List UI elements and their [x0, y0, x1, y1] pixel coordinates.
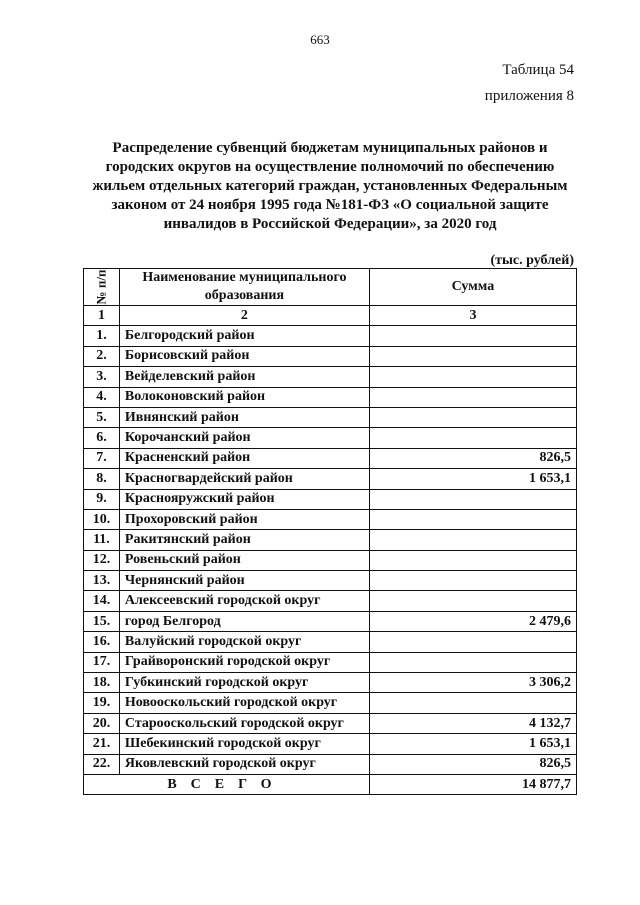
row-name: Яковлевский городской округ [119, 754, 369, 774]
table-row [84, 611, 577, 631]
table-row [84, 326, 577, 346]
row-name: Корочанский район [119, 428, 369, 448]
row-number: 4. [84, 387, 120, 407]
row-sum [369, 550, 576, 570]
page-number: 663 [310, 32, 330, 47]
title-line: городских округов на осуществление полномочий по обеспечению [105, 159, 555, 175]
table-row [84, 632, 577, 652]
row-sum: 826,5 [369, 448, 576, 468]
row-name: Волоконовский район [119, 387, 369, 407]
row-sum: 826,5 [369, 754, 576, 774]
row-sum: 1 653,1 [369, 469, 576, 489]
column-index: 2 [119, 306, 369, 326]
row-name: Борисовский район [119, 346, 369, 366]
row-sum: 1 653,1 [369, 734, 576, 754]
total-value: 14 877,7 [369, 774, 576, 794]
row-name: Шебекинский городской округ [119, 734, 369, 754]
column-header-name: Наименование муниципального образования [119, 269, 369, 306]
row-sum [369, 326, 576, 346]
row-sum [369, 652, 576, 672]
row-name: Чернянский район [119, 571, 369, 591]
table-row [84, 734, 577, 754]
row-number: 10. [84, 509, 120, 529]
table-row [84, 754, 577, 774]
table-row [84, 673, 577, 693]
row-number: 8. [84, 469, 120, 489]
title-line: жильем отдельных категорий граждан, установленных Федеральным [92, 178, 568, 194]
appendix-label: приложения 8 [484, 88, 574, 104]
row-sum [369, 346, 576, 366]
row-sum: 2 479,6 [369, 611, 576, 631]
row-name: Грайворонский городской округ [119, 652, 369, 672]
table-row [84, 346, 577, 366]
table-row [84, 407, 577, 427]
row-number: 22. [84, 754, 120, 774]
row-number: 11. [84, 530, 120, 550]
row-number: 21. [84, 734, 120, 754]
row-name: Ракитянский район [119, 530, 369, 550]
table-header-row [84, 269, 577, 306]
row-number: 13. [84, 571, 120, 591]
row-sum [369, 693, 576, 713]
row-name: Губкинский городской округ [119, 673, 369, 693]
column-index: 3 [369, 306, 576, 326]
row-name: Вейделевский район [119, 367, 369, 387]
row-number: 12. [84, 550, 120, 570]
row-name: Новооскольский городской округ [119, 693, 369, 713]
row-number: 6. [84, 428, 120, 448]
table-row [84, 367, 577, 387]
row-number: 20. [84, 713, 120, 733]
table-row [84, 530, 577, 550]
row-sum [369, 489, 576, 509]
row-name: Краснояружский район [119, 489, 369, 509]
row-name: Прохоровский район [119, 509, 369, 529]
row-name: Валуйский городской округ [119, 632, 369, 652]
units-label: (тыс. рублей) [490, 253, 574, 268]
table-row [84, 448, 577, 468]
table-row [84, 571, 577, 591]
row-number: 17. [84, 652, 120, 672]
column-index: 1 [84, 306, 120, 326]
row-sum [369, 428, 576, 448]
total-row [84, 774, 577, 794]
table-label: Таблица 54 [502, 62, 574, 78]
row-number: 14. [84, 591, 120, 611]
row-name: Красненский район [119, 448, 369, 468]
table-row [84, 469, 577, 489]
row-number: 16. [84, 632, 120, 652]
row-name: Белгородский район [119, 326, 369, 346]
column-header-num: № п/п [84, 269, 120, 306]
table-row [84, 509, 577, 529]
row-name: Красногвардейский район [119, 469, 369, 489]
row-sum [369, 571, 576, 591]
row-number: 18. [84, 673, 120, 693]
row-name: Алексеевский городской округ [119, 591, 369, 611]
row-name: Старооскольский городской округ [119, 713, 369, 733]
row-name: Ровеньский район [119, 550, 369, 570]
column-index-row [84, 306, 577, 326]
title-line: Распределение субвенций бюджетам муниципальных районов и [112, 140, 548, 156]
subsidy-table [83, 268, 577, 795]
table-row [84, 550, 577, 570]
row-sum [369, 530, 576, 550]
total-label: ВСЕГО [84, 774, 370, 794]
row-sum [369, 632, 576, 652]
row-number: 2. [84, 346, 120, 366]
row-number: 7. [84, 448, 120, 468]
row-sum [369, 407, 576, 427]
table-row [84, 489, 577, 509]
table-row [84, 713, 577, 733]
row-sum: 3 306,2 [369, 673, 576, 693]
table-row [84, 591, 577, 611]
row-sum [369, 387, 576, 407]
row-name: город Белгород [119, 611, 369, 631]
table-row [84, 428, 577, 448]
table-row [84, 387, 577, 407]
document-title [80, 139, 580, 234]
row-name: Ивнянский район [119, 407, 369, 427]
row-number: 1. [84, 326, 120, 346]
row-number: 19. [84, 693, 120, 713]
title-line: инвалидов в Российской Федерации», за 2020 год [163, 216, 497, 232]
table-row [84, 693, 577, 713]
column-header-sum: Сумма [369, 269, 576, 306]
row-sum [369, 509, 576, 529]
row-sum [369, 367, 576, 387]
row-number: 5. [84, 407, 120, 427]
table-row [84, 652, 577, 672]
title-line: законом от 24 ноября 1995 года №181-ФЗ «О социальной защите [111, 197, 549, 213]
row-sum: 4 132,7 [369, 713, 576, 733]
row-number: 9. [84, 489, 120, 509]
row-number: 15. [84, 611, 120, 631]
row-number: 3. [84, 367, 120, 387]
row-sum [369, 591, 576, 611]
